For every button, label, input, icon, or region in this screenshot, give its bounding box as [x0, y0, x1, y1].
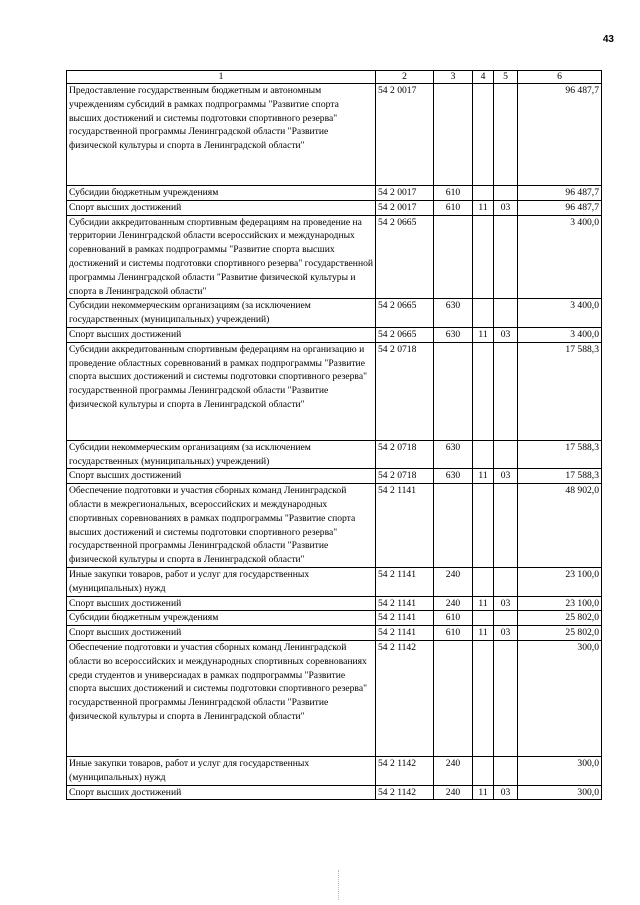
row-subsection: 03 — [494, 327, 518, 342]
row-name: Предоставление государственным бюджетным и автономным учреждениям субсидий в рамках подпрограммы "Развитие спорта высших достижений и системы подготовки спортивного резерва" государственной программы Ленинградской области "Развитие физической культуры и спорта в Ленинградской области" — [67, 84, 376, 186]
row-amount: 17 588,3 — [518, 469, 602, 484]
row-subsection: 03 — [494, 469, 518, 484]
row-section — [473, 440, 494, 469]
row-target-code: 54 2 0718 — [376, 440, 434, 469]
row-target-code: 54 2 0718 — [376, 469, 434, 484]
row-section — [473, 342, 494, 440]
row-expense-type: 610 — [434, 200, 473, 215]
row-subsection — [494, 84, 518, 186]
row-section — [473, 215, 494, 299]
row-name: Субсидии бюджетным учреждениям — [67, 611, 376, 626]
header-col-4: 4 — [473, 71, 494, 84]
row-amount: 96 487,7 — [518, 84, 602, 186]
row-target-code: 54 2 0665 — [376, 327, 434, 342]
row-subsection — [494, 342, 518, 440]
table-row — [67, 200, 602, 215]
row-amount: 300,0 — [518, 640, 602, 756]
table-row — [67, 469, 602, 484]
row-target-code: 54 2 1141 — [376, 596, 434, 611]
row-amount: 17 588,3 — [518, 342, 602, 440]
row-subsection — [494, 484, 518, 568]
row-name: Субсидии некоммерческим организациям (за исключением государственных (муниципальных) учреждений) — [67, 299, 376, 328]
row-section — [473, 756, 494, 785]
row-expense-type: 610 — [434, 186, 473, 201]
table-row — [67, 596, 602, 611]
header-col-6: 6 — [518, 71, 602, 84]
row-expense-type: 630 — [434, 299, 473, 328]
table-row — [67, 440, 602, 469]
row-amount: 300,0 — [518, 756, 602, 785]
table-row — [67, 186, 602, 201]
row-target-code: 54 2 0718 — [376, 342, 434, 440]
row-section: 11 — [473, 200, 494, 215]
row-expense-type: 240 — [434, 756, 473, 785]
row-subsection: 03 — [494, 200, 518, 215]
budget-table — [66, 70, 602, 800]
row-target-code: 54 2 1142 — [376, 640, 434, 756]
table-row — [67, 567, 602, 596]
row-amount: 96 487,7 — [518, 186, 602, 201]
row-expense-type — [434, 84, 473, 186]
table-row — [67, 299, 602, 328]
row-expense-type — [434, 640, 473, 756]
row-name: Субсидии бюджетным учреждениям — [67, 186, 376, 201]
row-target-code: 54 2 1141 — [376, 611, 434, 626]
row-subsection — [494, 756, 518, 785]
row-expense-type: 240 — [434, 567, 473, 596]
row-section — [473, 186, 494, 201]
row-target-code: 54 2 0017 — [376, 84, 434, 186]
row-amount: 48 902,0 — [518, 484, 602, 568]
row-expense-type: 630 — [434, 469, 473, 484]
row-name: Субсидии аккредитованным спортивным федерациям на проведение на территории Ленинградской области всероссийских и международных соревнований в рамках подпрограммы "Развитие спорта высших достижений и системы подготовки спортивного резерва" государственной программы Ленинградской области "Развитие физической культуры и спорта в Ленинградской области" — [67, 215, 376, 299]
table-row — [67, 484, 602, 568]
row-section — [473, 611, 494, 626]
row-name: Спорт высших достижений — [67, 327, 376, 342]
row-amount: 3 400,0 — [518, 299, 602, 328]
row-target-code: 54 2 0017 — [376, 200, 434, 215]
table-header-row — [67, 71, 602, 84]
row-target-code: 54 2 0665 — [376, 299, 434, 328]
row-expense-type: 630 — [434, 440, 473, 469]
row-expense-type: 610 — [434, 611, 473, 626]
row-subsection — [494, 186, 518, 201]
row-amount: 3 400,0 — [518, 215, 602, 299]
row-target-code: 54 2 1141 — [376, 484, 434, 568]
row-subsection — [494, 299, 518, 328]
row-target-code: 54 2 0017 — [376, 186, 434, 201]
row-expense-type — [434, 342, 473, 440]
row-expense-type: 240 — [434, 596, 473, 611]
table-row — [67, 785, 602, 800]
row-expense-type: 610 — [434, 626, 473, 641]
table-row — [67, 342, 602, 440]
row-target-code: 54 2 0665 — [376, 215, 434, 299]
table-row — [67, 756, 602, 785]
table-row — [67, 611, 602, 626]
row-name: Спорт высших достижений — [67, 626, 376, 641]
table-row — [67, 215, 602, 299]
page-number: 43 — [602, 34, 614, 45]
table-row — [67, 84, 602, 186]
row-expense-type — [434, 215, 473, 299]
row-amount: 96 487,7 — [518, 200, 602, 215]
row-section: 11 — [473, 327, 494, 342]
row-amount: 3 400,0 — [518, 327, 602, 342]
row-section: 11 — [473, 596, 494, 611]
row-expense-type: 240 — [434, 785, 473, 800]
row-name: Обеспечение подготовки и участия сборных команд Ленинградской области в межрегиональных, всероссийских и международных спортивных соревнованиях в рамках подпрограммы "Развитие спорта высших достижений и системы подготовки спортивного резерва" государственной программы Ленинградской области "Развитие физической культуры и спорта в Ленинградской области" — [67, 484, 376, 568]
row-name: Иные закупки товаров, работ и услуг для государственных (муниципальных) нужд — [67, 756, 376, 785]
row-target-code: 54 2 1141 — [376, 567, 434, 596]
row-subsection — [494, 567, 518, 596]
row-name: Обеспечение подготовки и участия сборных команд Ленинградской области во всероссийских и международных спортивных соревнованиях среди студентов и универсиадах в рамках подпрограммы "Развитие спорта высших достижений и системы подготовки спортивного резерва" государственной программы Ленинградской области "Развитие физической культуры и спорта в Ленинградской области" — [67, 640, 376, 756]
row-amount: 25 802,0 — [518, 626, 602, 641]
row-section — [473, 567, 494, 596]
row-subsection — [494, 440, 518, 469]
row-amount: 25 802,0 — [518, 611, 602, 626]
row-subsection: 03 — [494, 785, 518, 800]
row-name: Спорт высших достижений — [67, 469, 376, 484]
header-col-2: 2 — [376, 71, 434, 84]
row-amount: 17 588,3 — [518, 440, 602, 469]
row-section: 11 — [473, 785, 494, 800]
row-amount: 300,0 — [518, 785, 602, 800]
row-amount: 23 100,0 — [518, 596, 602, 611]
row-expense-type — [434, 484, 473, 568]
row-subsection: 03 — [494, 626, 518, 641]
header-col-5: 5 — [494, 71, 518, 84]
row-subsection — [494, 611, 518, 626]
row-section — [473, 484, 494, 568]
table-row — [67, 327, 602, 342]
row-name: Субсидии аккредитованным спортивным федерациям на организацию и проведение областных соревнований в рамках подпрограммы "Развитие спорта высших достижений и системы подготовки спортивного резерва" государственной программы Ленинградской области "Развитие физической культуры и спорта в Ленинградской области" — [67, 342, 376, 440]
row-target-code: 54 2 1142 — [376, 785, 434, 800]
row-expense-type: 630 — [434, 327, 473, 342]
row-name: Спорт высших достижений — [67, 785, 376, 800]
row-target-code: 54 2 1142 — [376, 756, 434, 785]
row-subsection — [494, 215, 518, 299]
row-target-code: 54 2 1141 — [376, 626, 434, 641]
row-section — [473, 640, 494, 756]
row-section: 11 — [473, 626, 494, 641]
scan-mark — [338, 870, 340, 900]
table-row — [67, 640, 602, 756]
header-col-3: 3 — [434, 71, 473, 84]
row-amount: 23 100,0 — [518, 567, 602, 596]
row-section — [473, 299, 494, 328]
row-name: Иные закупки товаров, работ и услуг для государственных (муниципальных) нужд — [67, 567, 376, 596]
row-section — [473, 84, 494, 186]
row-name: Спорт высших достижений — [67, 596, 376, 611]
row-subsection — [494, 640, 518, 756]
row-section: 11 — [473, 469, 494, 484]
table-row — [67, 626, 602, 641]
row-name: Субсидии некоммерческим организациям (за исключением государственных (муниципальных) учреждений) — [67, 440, 376, 469]
row-name: Спорт высших достижений — [67, 200, 376, 215]
header-col-1: 1 — [67, 71, 376, 84]
row-subsection: 03 — [494, 596, 518, 611]
